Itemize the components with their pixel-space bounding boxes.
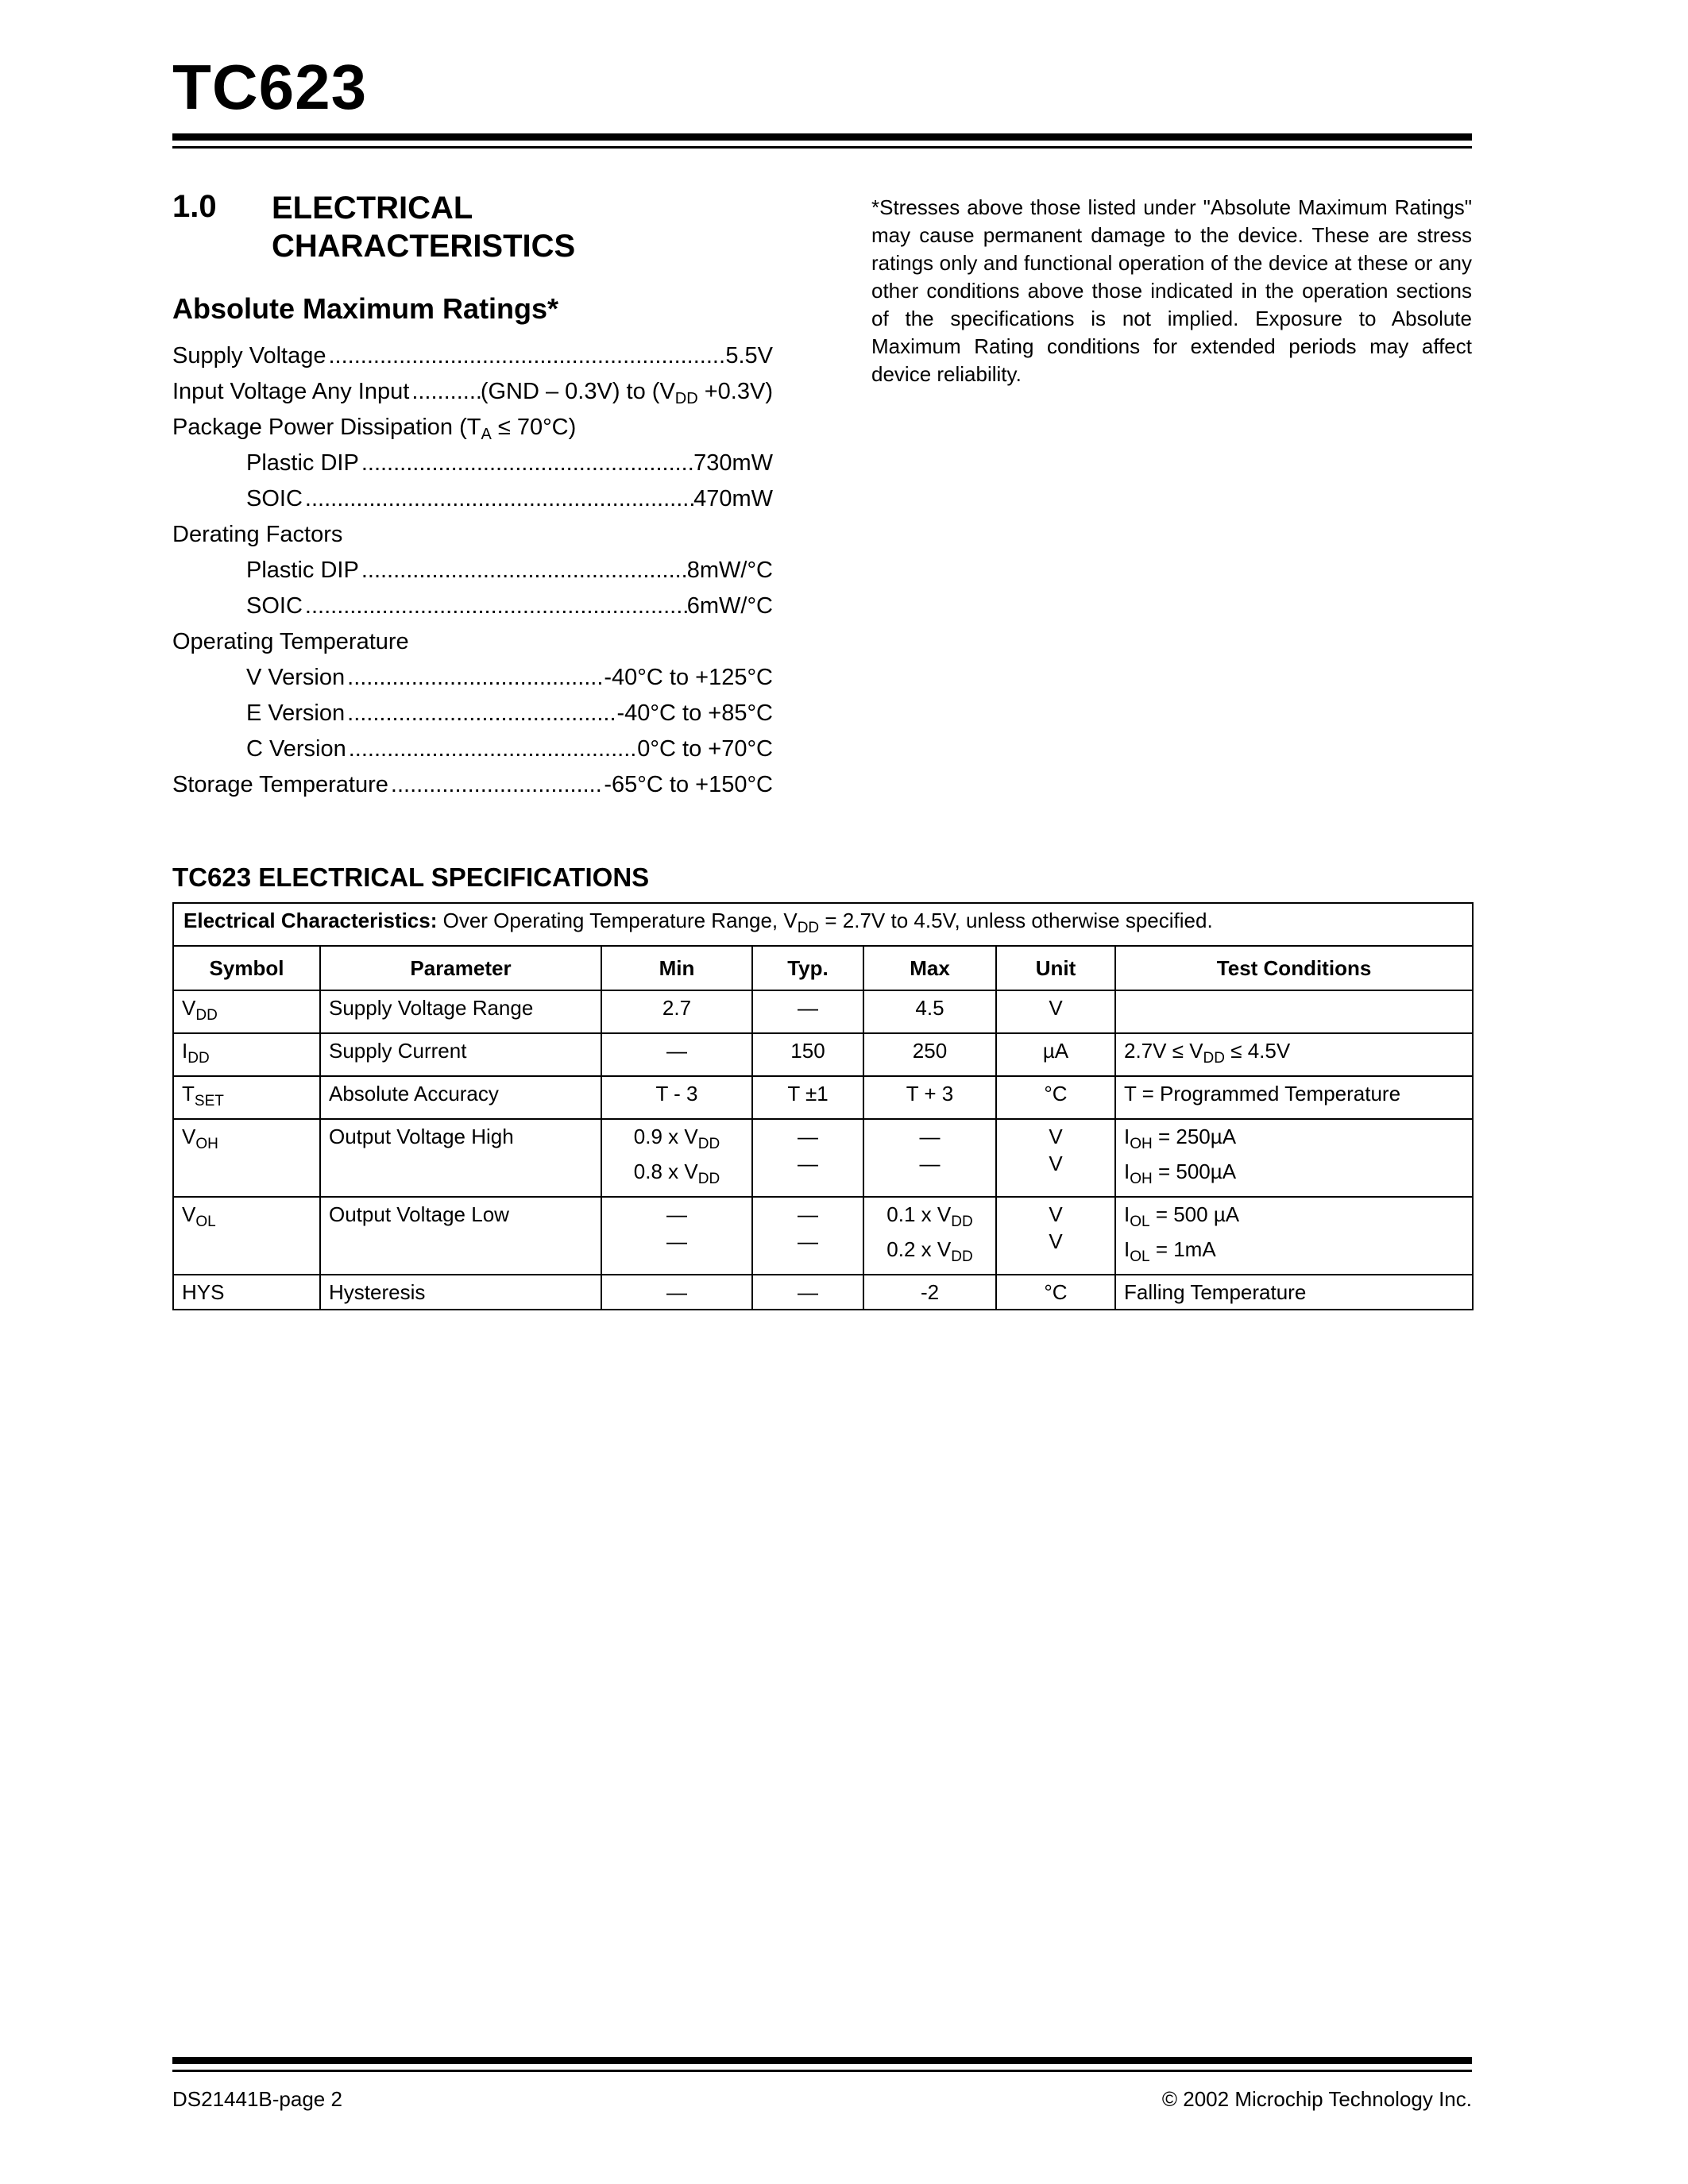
min-cell — [601, 1119, 752, 1197]
rating-label: Plastic DIP — [246, 558, 359, 583]
cell-line — [872, 1037, 987, 1064]
cell-text: 250 — [912, 1039, 948, 1063]
cell-line — [761, 1150, 855, 1177]
cell-line — [761, 1080, 855, 1107]
cell-line — [872, 1201, 987, 1236]
table-row — [173, 1076, 1473, 1119]
cell-line — [1005, 994, 1107, 1021]
rating-row — [172, 450, 773, 486]
cell-text: — — [798, 996, 818, 1020]
value-tail: +0.3V) — [697, 379, 773, 404]
test-conditions-cell — [1115, 1197, 1473, 1275]
conditions-row — [173, 903, 1473, 946]
absolute-max-heading: Absolute Maximum Ratings* — [172, 292, 559, 325]
section-title-line2: CHARACTERISTICS — [272, 229, 576, 264]
cell-text: — — [798, 1152, 818, 1175]
cell-line — [761, 1037, 855, 1064]
cell-line — [1005, 1201, 1107, 1228]
rating-value — [481, 379, 773, 408]
cell-line — [872, 1123, 987, 1150]
symbol-subscript: OL — [195, 1214, 216, 1230]
test-conditions-cell — [1115, 1119, 1473, 1197]
label-subscript: A — [481, 426, 492, 443]
max-cell — [863, 1275, 996, 1310]
cell-line — [872, 1080, 987, 1107]
header-rule-thick — [172, 133, 1472, 141]
cell-line — [1005, 1080, 1107, 1107]
table-row — [173, 1197, 1473, 1275]
section-number: 1.0 — [172, 189, 217, 224]
rating-row — [172, 772, 773, 808]
cell-text: I — [1124, 1237, 1130, 1261]
cell-line — [872, 1150, 987, 1177]
cell-text: V — [1049, 1125, 1063, 1148]
parameter-cell: Hysteresis — [320, 1275, 601, 1310]
cell-line — [1124, 994, 1464, 1021]
cell-line — [610, 1201, 744, 1228]
header-rule-thin — [172, 146, 1472, 149]
conditions-tail: = 2.7V to 4.5V, unless otherwise specified. — [819, 909, 1213, 932]
cell-text: — — [798, 1125, 818, 1148]
rating-row — [172, 415, 773, 450]
rating-label: Storage Temperature — [172, 772, 388, 797]
leader-dots — [359, 558, 687, 584]
footer-rule-thick — [172, 2057, 1472, 2064]
cell-line — [1124, 1201, 1464, 1236]
symbol-cell — [173, 1033, 320, 1076]
cell-tail: = 500µA — [1152, 1160, 1237, 1183]
cell-line — [610, 1080, 744, 1107]
parameter-cell: Output Voltage Low — [320, 1197, 601, 1275]
leader-dots — [388, 772, 604, 798]
cell-text: °C — [1044, 1082, 1068, 1106]
cell-tail: = 1mA — [1149, 1237, 1216, 1261]
cell-text: 0.2 x V — [886, 1237, 952, 1261]
rating-row — [172, 629, 773, 665]
rating-label: Input Voltage Any Input — [172, 379, 410, 404]
cell-line — [761, 1123, 855, 1150]
cell-line — [761, 1228, 855, 1255]
cell-subscript: OH — [1130, 1136, 1153, 1152]
cell-subscript: DD — [697, 1136, 720, 1152]
table-row — [173, 1119, 1473, 1197]
test-conditions-cell — [1115, 1033, 1473, 1076]
cell-line — [1005, 1150, 1107, 1177]
value-text: (GND – 0.3V) to (V — [480, 379, 675, 404]
symbol-subscript: OH — [195, 1136, 218, 1152]
symbol-text: T — [182, 1082, 195, 1106]
cell-text: — — [666, 1229, 687, 1253]
cell-line — [610, 1228, 744, 1255]
rating-row — [172, 736, 773, 772]
min-cell — [601, 1033, 752, 1076]
header-min: Min — [601, 946, 752, 990]
min-cell — [601, 1076, 752, 1119]
leader-dots — [326, 343, 725, 369]
parameter-cell: Output Voltage High — [320, 1119, 601, 1197]
cell-subscript: DD — [951, 1248, 973, 1265]
cell-line — [1005, 1279, 1107, 1306]
cell-text: I — [1124, 1125, 1130, 1148]
cell-line — [1124, 1037, 1464, 1072]
cell-text: 0.8 x V — [633, 1160, 698, 1183]
max-cell — [863, 990, 996, 1033]
cell-line — [610, 994, 744, 1021]
rating-label: V Version — [246, 665, 346, 690]
cell-text: T = Programmed Temperature — [1124, 1082, 1401, 1106]
header-unit: Unit — [996, 946, 1115, 990]
cell-tail: = 250µA — [1152, 1125, 1237, 1148]
unit-cell — [996, 1197, 1115, 1275]
cell-line — [1124, 1123, 1464, 1158]
symbol-text: HYS — [182, 1280, 225, 1304]
cell-line — [872, 994, 987, 1021]
leader-dots — [303, 593, 687, 619]
rating-label: Derating Factors — [172, 522, 343, 547]
document-title: TC623 — [172, 52, 368, 122]
max-cell — [863, 1076, 996, 1119]
parameter-cell: Absolute Accuracy — [320, 1076, 601, 1119]
cell-line — [610, 1279, 744, 1306]
cell-text: T + 3 — [906, 1082, 954, 1106]
cell-subscript: DD — [951, 1214, 973, 1230]
rating-row — [172, 665, 773, 700]
cell-text: 4.5 — [915, 996, 944, 1020]
typ-cell — [752, 1275, 863, 1310]
cell-line — [1124, 1080, 1464, 1107]
cell-line — [610, 1158, 744, 1193]
rating-value: -65°C to +150°C — [604, 772, 773, 797]
rating-value: 0°C to +70°C — [637, 736, 773, 762]
cell-line — [872, 1236, 987, 1271]
symbol-text: V — [182, 1125, 196, 1148]
rating-label: E Version — [246, 700, 346, 726]
cell-subscript: DD — [697, 1171, 720, 1187]
conditions-text: Over Operating Temperature Range, V — [437, 909, 798, 932]
cell-subscript: DD — [1203, 1050, 1225, 1067]
leader-dots — [346, 736, 638, 762]
footer-rule-thin — [172, 2070, 1472, 2072]
conditions-subscript: DD — [797, 920, 820, 936]
cell-text: 2.7 — [662, 996, 692, 1020]
table-row — [173, 1275, 1473, 1310]
rating-row — [172, 700, 773, 736]
cell-text: V — [1049, 1229, 1063, 1253]
rating-label: SOIC — [246, 593, 303, 619]
cell-text: 0.9 x V — [633, 1125, 698, 1148]
rating-row — [172, 522, 773, 558]
copyright: © 2002 Microchip Technology Inc. — [1161, 2087, 1472, 2111]
cell-text: Falling Temperature — [1124, 1280, 1307, 1304]
rating-value: 470mW — [693, 486, 773, 511]
cell-text: T ±1 — [787, 1082, 829, 1106]
rating-label: C Version — [246, 736, 346, 762]
symbol-cell — [173, 1076, 320, 1119]
absolute-max-ratings-list — [172, 343, 773, 808]
label-tail: ≤ 70°C) — [491, 415, 577, 440]
cell-text: I — [1124, 1160, 1130, 1183]
cell-text: — — [798, 1280, 818, 1304]
test-conditions-cell — [1115, 1275, 1473, 1310]
leader-dots — [409, 379, 481, 405]
unit-cell — [996, 1033, 1115, 1076]
value-subscript: DD — [674, 390, 698, 407]
leader-dots — [345, 665, 604, 691]
cell-text: — — [798, 1229, 818, 1253]
cell-text: — — [666, 1280, 687, 1304]
max-cell — [863, 1197, 996, 1275]
rating-value: 5.5V — [725, 343, 773, 369]
typ-cell — [752, 1076, 863, 1119]
section-title-line1: ELECTRICAL — [272, 191, 473, 226]
cell-text: °C — [1044, 1280, 1068, 1304]
rating-label: Plastic DIP — [246, 450, 359, 476]
rating-row — [172, 343, 773, 379]
symbol-subscript: DD — [187, 1050, 210, 1067]
cell-line — [610, 1123, 744, 1158]
label-text: Package Power Dissipation (T — [172, 415, 481, 440]
cell-line — [761, 994, 855, 1021]
typ-cell — [752, 1033, 863, 1076]
symbol-cell — [173, 1197, 320, 1275]
symbol-subscript: SET — [194, 1093, 224, 1109]
cell-line — [1005, 1123, 1107, 1150]
cell-text: — — [798, 1202, 818, 1226]
cell-text: — — [919, 1125, 941, 1148]
cell-text: V — [1049, 1202, 1063, 1226]
rating-value: -40°C to +85°C — [616, 700, 773, 726]
parameter-cell: Supply Current — [320, 1033, 601, 1076]
parameter-cell: Supply Voltage Range — [320, 990, 601, 1033]
rating-value: 6mW/°C — [686, 593, 773, 619]
rating-value: 730mW — [693, 450, 773, 476]
rating-label — [172, 415, 576, 444]
min-cell — [601, 1275, 752, 1310]
cell-line — [761, 1279, 855, 1306]
header-symbol: Symbol — [173, 946, 320, 990]
symbol-subscript: DD — [195, 1007, 218, 1024]
typ-cell — [752, 1119, 863, 1197]
cell-subscript: OH — [1130, 1171, 1153, 1187]
test-conditions-cell — [1115, 1076, 1473, 1119]
rating-value: -40°C to +125°C — [604, 665, 773, 690]
rating-row — [172, 379, 773, 415]
cell-text: µA — [1042, 1039, 1069, 1063]
table-row — [173, 1033, 1473, 1076]
header-typ: Typ. — [752, 946, 863, 990]
cell-line — [761, 1201, 855, 1228]
cell-text: — — [666, 1202, 687, 1226]
cell-tail: ≤ 4.5V — [1225, 1039, 1291, 1063]
leader-dots — [359, 450, 693, 477]
symbol-cell — [173, 1275, 320, 1310]
leader-dots — [345, 700, 616, 727]
header-test-conditions: Test Conditions — [1115, 946, 1473, 990]
spec-table-title: TC623 ELECTRICAL SPECIFICATIONS — [172, 862, 650, 892]
header-parameter: Parameter — [320, 946, 601, 990]
symbol-cell — [173, 1119, 320, 1197]
unit-cell — [996, 990, 1115, 1033]
cell-tail: = 500 µA — [1149, 1202, 1240, 1226]
cell-text: 2.7V ≤ V — [1124, 1039, 1203, 1063]
rating-label: SOIC — [246, 486, 303, 511]
cell-line — [1124, 1158, 1464, 1193]
unit-cell — [996, 1275, 1115, 1310]
cell-text: T - 3 — [655, 1082, 698, 1106]
stress-note: *Stresses above those listed under "Absolute Maximum Ratings" may cause permanent damage to the device. These are stress ratings only and functional operation of the device at these or any other conditions above those indicated in the operation sections of the specifications is not implied. Exposure to Absolute Maximum Rating conditions for extended periods may affect device reliability. — [871, 195, 1472, 386]
unit-cell — [996, 1119, 1115, 1197]
cell-line — [872, 1279, 987, 1306]
table-row — [173, 990, 1473, 1033]
rating-value: 8mW/°C — [686, 558, 773, 583]
cell-line — [1005, 1037, 1107, 1064]
cell-text: I — [1124, 1202, 1130, 1226]
cell-text: V — [1049, 1152, 1063, 1175]
cell-text: — — [666, 1039, 687, 1063]
cell-text: -2 — [920, 1280, 940, 1304]
rating-row — [172, 486, 773, 522]
leader-dots — [303, 486, 693, 512]
page-number: DS21441B-page 2 — [172, 2087, 342, 2111]
symbol-text: V — [182, 996, 196, 1020]
max-cell — [863, 1119, 996, 1197]
min-cell — [601, 1197, 752, 1275]
rating-label: Operating Temperature — [172, 629, 409, 654]
test-conditions-cell — [1115, 990, 1473, 1033]
spec-table — [172, 902, 1474, 1310]
cell-subscript: OL — [1130, 1214, 1150, 1230]
cell-line — [1124, 1236, 1464, 1271]
spec-table-body — [173, 903, 1473, 1310]
section-title — [272, 189, 575, 265]
typ-cell — [752, 1197, 863, 1275]
conditions-cell — [173, 903, 1473, 946]
max-cell — [863, 1033, 996, 1076]
unit-cell — [996, 1076, 1115, 1119]
rating-row — [172, 558, 773, 593]
conditions-label: Electrical Characteristics: — [183, 909, 438, 932]
cell-text: 150 — [790, 1039, 825, 1063]
header-row — [173, 946, 1473, 990]
header-max: Max — [863, 946, 996, 990]
rating-label: Supply Voltage — [172, 343, 326, 369]
symbol-text: I — [182, 1039, 188, 1063]
cell-line — [610, 1037, 744, 1064]
symbol-cell — [173, 990, 320, 1033]
cell-text: 0.1 x V — [886, 1202, 952, 1226]
cell-subscript: OL — [1130, 1248, 1150, 1265]
typ-cell — [752, 990, 863, 1033]
symbol-text: V — [182, 1202, 196, 1226]
cell-text: — — [919, 1152, 941, 1175]
cell-line — [1005, 1228, 1107, 1255]
rating-row — [172, 593, 773, 629]
cell-line — [1124, 1279, 1464, 1306]
cell-text: V — [1049, 996, 1063, 1020]
min-cell — [601, 990, 752, 1033]
